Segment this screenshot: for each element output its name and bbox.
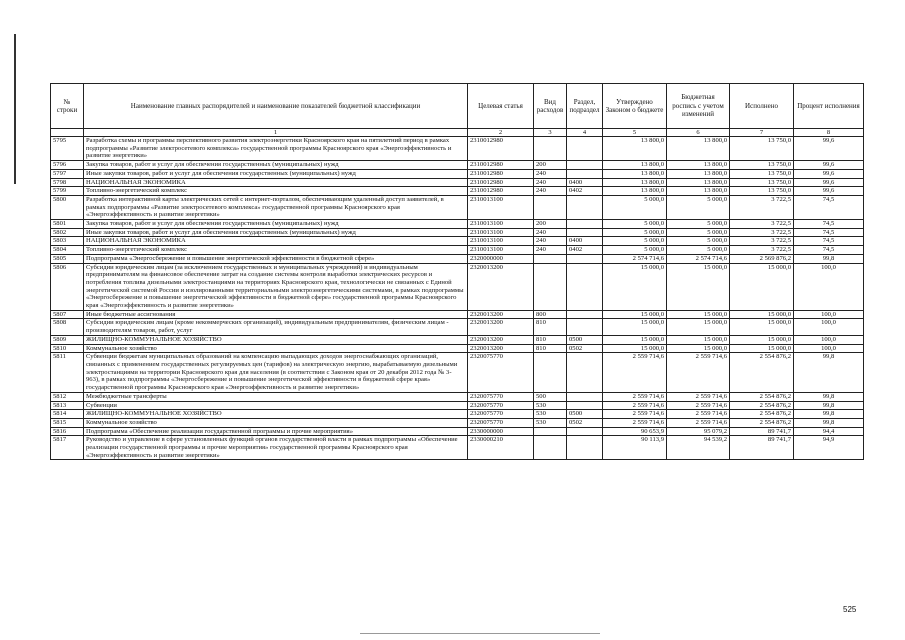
table-row [51,335,864,344]
row-name-cell: Субсидии юридическим лицам (кроме некоммерческих организаций), индивидуальным предпринимателям, физическим лицам - производителям товаров, работ, услуг [84,319,468,335]
row-name-cell: Субвенции [84,401,468,410]
budget-list-amount-cell: 2 559 714,6 [667,392,730,401]
approved-amount-cell: 5 000,0 [603,195,667,219]
bottom-divider [360,633,600,634]
expense-kind-cell: 200 [534,220,567,229]
budget-list-amount-cell: 13 800,0 [667,169,730,178]
row-name-cell: Разработка схемы и программы перспективного развития электроэнергетики Красноярского края на пятилетний период в рамках подпрограммы «Развитие электросетевого комплекса» государственной программы Красноярского края «Энергоэффективность и развитие энергетики» [84,137,468,161]
target-article-cell: 2310013100 [468,246,534,255]
approved-amount-cell: 2 559 714,6 [603,418,667,427]
row-number-cell: 5796 [51,161,84,170]
approved-amount-cell: 5 000,0 [603,228,667,237]
target-article-cell: 2320075770 [468,353,534,393]
expense-kind-cell: 240 [534,246,567,255]
expense-kind-cell: 800 [534,310,567,319]
approved-amount-cell: 5 000,0 [603,246,667,255]
percent-executed-cell: 99,8 [794,254,864,263]
table-row [51,137,864,161]
row-name-cell: Руководство и управление в сфере установленных функций органов государственной власти в рамках подпрограммы «Обеспечение реализации государственной программы и прочие мероприятия» государственной программы Красноярского края «Энергоэффективность и развитие энергетики» [84,436,468,460]
percent-executed-cell: 74,5 [794,228,864,237]
target-article-cell: 2320013200 [468,344,534,353]
row-name-cell: Топливно-энергетический комплекс [84,187,468,196]
section-cell: 0502 [567,418,603,427]
expense-kind-cell [534,263,567,310]
budget-list-amount-cell: 5 000,0 [667,237,730,246]
row-number-cell: 5807 [51,310,84,319]
approved-amount-cell: 90 653,9 [603,427,667,436]
executed-amount-cell: 3 722,5 [730,237,794,246]
percent-executed-cell: 100,0 [794,335,864,344]
percent-executed-cell: 99,6 [794,161,864,170]
approved-amount-cell: 13 800,0 [603,187,667,196]
row-name-cell: Закупка товаров, работ и услуг для обеспечения государственных (муниципальных) нужд [84,220,468,229]
approved-amount-cell: 15 000,0 [603,344,667,353]
budget-list-amount-cell: 5 000,0 [667,246,730,255]
executed-amount-cell: 2 569 876,2 [730,254,794,263]
executed-amount-cell: 2 554 876,2 [730,410,794,419]
column-number: 5 [603,129,667,137]
row-name-cell: Иные бюджетные ассигнования [84,310,468,319]
page-number: 525 [843,605,857,614]
section-cell [567,161,603,170]
table-row [51,344,864,353]
expense-kind-cell: 530 [534,401,567,410]
header-approved: Утверждено Законом о бюджете [603,84,667,129]
budget-list-amount-cell: 95 079,2 [667,427,730,436]
percent-executed-cell: 99,8 [794,401,864,410]
table-row [51,401,864,410]
row-number-cell: 5808 [51,319,84,335]
row-name-cell: НАЦИОНАЛЬНАЯ ЭКОНОМИКА [84,178,468,187]
approved-amount-cell: 2 559 714,6 [603,353,667,393]
target-article-cell: 2310012980 [468,187,534,196]
budget-list-amount-cell: 13 800,0 [667,161,730,170]
percent-executed-cell: 99,8 [794,392,864,401]
percent-executed-cell: 99,8 [794,418,864,427]
target-article-cell: 2330000000 [468,427,534,436]
table-row [51,169,864,178]
budget-list-amount-cell: 13 800,0 [667,137,730,161]
table-row [51,427,864,436]
expense-kind-cell: 500 [534,392,567,401]
budget-table [50,83,864,460]
target-article-cell: 2320075770 [468,401,534,410]
target-article-cell: 2310012980 [468,169,534,178]
budget-list-amount-cell: 2 559 714,6 [667,410,730,419]
section-cell: 0500 [567,410,603,419]
expense-kind-cell: 240 [534,187,567,196]
expense-kind-cell: 810 [534,319,567,335]
approved-amount-cell: 15 000,0 [603,319,667,335]
section-cell [567,436,603,460]
expense-kind-cell [534,195,567,219]
approved-amount-cell: 5 000,0 [603,220,667,229]
row-number-cell: 5816 [51,427,84,436]
percent-executed-cell: 74,5 [794,195,864,219]
expense-kind-cell: 240 [534,169,567,178]
section-cell: 0500 [567,335,603,344]
executed-amount-cell: 2 554 876,2 [730,392,794,401]
row-name-cell: Субсидии юридическим лицам (за исключением государственных и муниципальных учреждений) и индивидуальным предпринимателям на финансовое обеспечение затрат на создание системы контроля выработки электрических ресурсов и потребления топлива дизельными электростанциями на территориях Красноярского края, технологически не связанных с Единой энергетической системой России и изолированными территориальными электроэнергетическими системами, в рамках подпрограммы «Энергосбережение и повышение энергетической эффективности в бюджетной сфере» государственной программы Красноярского края «Энергоэффективность и развитие энергетики» [84,263,468,310]
row-name-cell: Коммунальное хозяйство [84,344,468,353]
row-name-cell: ЖИЛИЩНО-КОММУНАЛЬНОЕ ХОЗЯЙСТВО [84,410,468,419]
executed-amount-cell: 15 000,0 [730,310,794,319]
row-number-cell: 5800 [51,195,84,219]
percent-executed-cell: 74,5 [794,237,864,246]
budget-list-amount-cell: 15 000,0 [667,335,730,344]
approved-amount-cell: 13 800,0 [603,178,667,187]
header-kind: Вид расходов [534,84,567,129]
section-cell [567,195,603,219]
column-number: 6 [667,129,730,137]
percent-executed-cell: 74,5 [794,220,864,229]
row-name-cell: Подпрограмма «Обеспечение реализации государственной программы и прочие мероприятия» [84,427,468,436]
approved-amount-cell: 2 559 714,6 [603,401,667,410]
section-cell [567,220,603,229]
table-body [51,137,864,460]
expense-kind-cell: 200 [534,161,567,170]
column-number: 1 [84,129,468,137]
header-row [51,84,864,129]
expense-kind-cell: 240 [534,178,567,187]
budget-list-amount-cell: 5 000,0 [667,220,730,229]
approved-amount-cell: 15 000,0 [603,310,667,319]
budget-list-amount-cell: 15 000,0 [667,319,730,335]
executed-amount-cell: 2 554 876,2 [730,353,794,393]
row-number-cell: 5795 [51,137,84,161]
target-article-cell: 2330000210 [468,436,534,460]
row-number-cell: 5799 [51,187,84,196]
budget-list-amount-cell: 13 800,0 [667,178,730,187]
row-number-cell: 5812 [51,392,84,401]
row-number-cell: 5801 [51,220,84,229]
row-number-cell: 5806 [51,263,84,310]
expense-kind-cell: 810 [534,335,567,344]
left-margin-line [14,34,16,184]
table-row [51,195,864,219]
percent-executed-cell: 100,0 [794,263,864,310]
executed-amount-cell: 15 000,0 [730,335,794,344]
section-cell: 0502 [567,344,603,353]
expense-kind-cell [534,353,567,393]
target-article-cell: 2310013100 [468,228,534,237]
budget-list-amount-cell: 5 000,0 [667,228,730,237]
row-number-cell: 5798 [51,178,84,187]
percent-executed-cell: 99,6 [794,169,864,178]
target-article-cell: 2310013100 [468,220,534,229]
column-number: 7 [730,129,794,137]
percent-executed-cell: 94,9 [794,436,864,460]
row-number-cell: 5813 [51,401,84,410]
executed-amount-cell: 3 722,5 [730,220,794,229]
table-row [51,418,864,427]
section-cell [567,137,603,161]
percent-executed-cell: 99,6 [794,137,864,161]
approved-amount-cell: 2 574 714,6 [603,254,667,263]
approved-amount-cell: 2 559 714,6 [603,410,667,419]
table-row [51,237,864,246]
executed-amount-cell: 13 750,0 [730,161,794,170]
section-cell [567,254,603,263]
expense-kind-cell [534,254,567,263]
budget-list-amount-cell: 2 559 714,6 [667,418,730,427]
executed-amount-cell: 3 722,5 [730,246,794,255]
budget-list-amount-cell: 2 559 714,6 [667,401,730,410]
table-row [51,392,864,401]
budget-list-amount-cell: 2 559 714,6 [667,353,730,393]
column-number: 3 [534,129,567,137]
header-row-no: № строки [51,84,84,129]
expense-kind-cell: 240 [534,228,567,237]
table-row [51,254,864,263]
section-cell [567,392,603,401]
row-number-cell: 5811 [51,353,84,393]
row-name-cell: Межбюджетные трансферты [84,392,468,401]
budget-list-amount-cell: 94 539,2 [667,436,730,460]
table-row [51,353,864,393]
executed-amount-cell: 13 750,0 [730,187,794,196]
table-row [51,178,864,187]
table-row [51,246,864,255]
table-row [51,310,864,319]
column-number: 8 [794,129,864,137]
section-cell: 0400 [567,237,603,246]
row-number-cell: 5803 [51,237,84,246]
section-cell: 0402 [567,187,603,196]
table-row [51,228,864,237]
percent-executed-cell: 100,0 [794,310,864,319]
row-number-cell: 5802 [51,228,84,237]
target-article-cell: 2310012980 [468,137,534,161]
approved-amount-cell: 13 800,0 [603,137,667,161]
table-row [51,319,864,335]
header-executed: Исполнено [730,84,794,129]
budget-list-amount-cell: 15 000,0 [667,263,730,310]
column-number [51,129,84,137]
column-numbers-row [51,129,864,137]
row-name-cell: Закупка товаров, работ и услуг для обеспечения государственных (муниципальных) нужд [84,161,468,170]
target-article-cell: 2320013200 [468,310,534,319]
expense-kind-cell: 240 [534,237,567,246]
row-name-cell: Иные закупки товаров, работ и услуг для обеспечения государственных (муниципальных) нужд [84,169,468,178]
table-row [51,436,864,460]
executed-amount-cell: 3 722,5 [730,195,794,219]
budget-list-amount-cell: 5 000,0 [667,195,730,219]
header-budget-list: Бюджетная роспись с учетом изменений [667,84,730,129]
section-cell: 0400 [567,178,603,187]
executed-amount-cell: 13 750,0 [730,169,794,178]
column-number: 2 [468,129,534,137]
percent-executed-cell: 94,4 [794,427,864,436]
budget-list-amount-cell: 15 000,0 [667,310,730,319]
column-number: 4 [567,129,603,137]
target-article-cell: 2320000000 [468,254,534,263]
row-number-cell: 5804 [51,246,84,255]
executed-amount-cell: 15 000,0 [730,263,794,310]
row-number-cell: 5805 [51,254,84,263]
row-name-cell: Коммунальное хозяйство [84,418,468,427]
expense-kind-cell: 810 [534,344,567,353]
section-cell [567,319,603,335]
row-number-cell: 5815 [51,418,84,427]
header-section: Раздел, подраздел [567,84,603,129]
executed-amount-cell: 13 750,0 [730,137,794,161]
percent-executed-cell: 100,0 [794,344,864,353]
table-row [51,410,864,419]
row-name-cell: Подпрограмма «Энергосбережение и повышение энергетической эффективности в бюджетной сфере» [84,254,468,263]
executed-amount-cell: 15 000,0 [730,319,794,335]
approved-amount-cell: 15 000,0 [603,263,667,310]
executed-amount-cell: 89 741,7 [730,427,794,436]
target-article-cell: 2320075770 [468,418,534,427]
percent-executed-cell: 100,0 [794,319,864,335]
target-article-cell: 2320013200 [468,335,534,344]
executed-amount-cell: 2 554 876,2 [730,401,794,410]
expense-kind-cell: 530 [534,410,567,419]
executed-amount-cell: 13 750,0 [730,178,794,187]
target-article-cell: 2320075770 [468,410,534,419]
row-name-cell: Иные закупки товаров, работ и услуг для обеспечения государственных (муниципальных) нужд [84,228,468,237]
approved-amount-cell: 90 113,9 [603,436,667,460]
percent-executed-cell: 99,8 [794,353,864,393]
section-cell [567,353,603,393]
section-cell [567,228,603,237]
budget-list-amount-cell: 2 574 714,6 [667,254,730,263]
section-cell [567,401,603,410]
row-name-cell: Субвенции бюджетам муниципальных образований на компенсацию выпадающих доходов энергоснабжающих организаций, связанных с применением государственных регулируемых цен (тарифов) на электрическую энергию, вырабатываемую дизельными электростанциями на территории Красноярского края для населения (в соответствии с Законом края от 20 декабря 2012 года № 3-963), в рамках подпрограммы «Энергосбережение и повышение энергетической эффективности в бюджетной сфере края» государственной программы Красноярского края «Энергоэффективность и развитие энергетики» [84,353,468,393]
section-cell [567,169,603,178]
expense-kind-cell: 530 [534,418,567,427]
target-article-cell: 2310012980 [468,161,534,170]
percent-executed-cell: 74,5 [794,246,864,255]
row-name-cell: НАЦИОНАЛЬНАЯ ЭКОНОМИКА [84,237,468,246]
row-number-cell: 5809 [51,335,84,344]
approved-amount-cell: 5 000,0 [603,237,667,246]
approved-amount-cell: 13 800,0 [603,161,667,170]
expense-kind-cell [534,436,567,460]
section-cell [567,310,603,319]
target-article-cell: 2320013200 [468,263,534,310]
percent-executed-cell: 99,6 [794,178,864,187]
table-row [51,263,864,310]
percent-executed-cell: 99,6 [794,187,864,196]
row-number-cell: 5810 [51,344,84,353]
approved-amount-cell: 13 800,0 [603,169,667,178]
section-cell: 0402 [567,246,603,255]
target-article-cell: 2320013200 [468,319,534,335]
expense-kind-cell [534,427,567,436]
executed-amount-cell: 3 722,5 [730,228,794,237]
executed-amount-cell: 15 000,0 [730,344,794,353]
target-article-cell: 2310013100 [468,237,534,246]
expense-kind-cell [534,137,567,161]
header-target: Целевая статья [468,84,534,129]
table-row [51,161,864,170]
row-name-cell: ЖИЛИЩНО-КОММУНАЛЬНОЕ ХОЗЯЙСТВО [84,335,468,344]
target-article-cell: 2310013100 [468,195,534,219]
header-percent: Процент исполнения [794,84,864,129]
percent-executed-cell: 99,8 [794,410,864,419]
approved-amount-cell: 15 000,0 [603,335,667,344]
row-number-cell: 5814 [51,410,84,419]
target-article-cell: 2320075770 [468,392,534,401]
table-row [51,220,864,229]
header-name: Наименование главных распорядителей и наименование показателей бюджетной классификации [84,84,468,129]
approved-amount-cell: 2 559 714,6 [603,392,667,401]
section-cell [567,427,603,436]
row-number-cell: 5797 [51,169,84,178]
table-row [51,187,864,196]
budget-list-amount-cell: 15 000,0 [667,344,730,353]
budget-list-amount-cell: 13 800,0 [667,187,730,196]
target-article-cell: 2310012980 [468,178,534,187]
executed-amount-cell: 89 741,7 [730,436,794,460]
row-number-cell: 5817 [51,436,84,460]
section-cell [567,263,603,310]
row-name-cell: Разработка интерактивной карты электрических сетей с интернет-порталом, обеспечивающим удаленный доступ заявителей, в рамках подпрограммы «Развитие электросетевого комплекса» государственной программы Красноярского края «Энергоэффективность и развитие энергетики» [84,195,468,219]
row-name-cell: Топливно-энергетический комплекс [84,246,468,255]
executed-amount-cell: 2 554 876,2 [730,418,794,427]
